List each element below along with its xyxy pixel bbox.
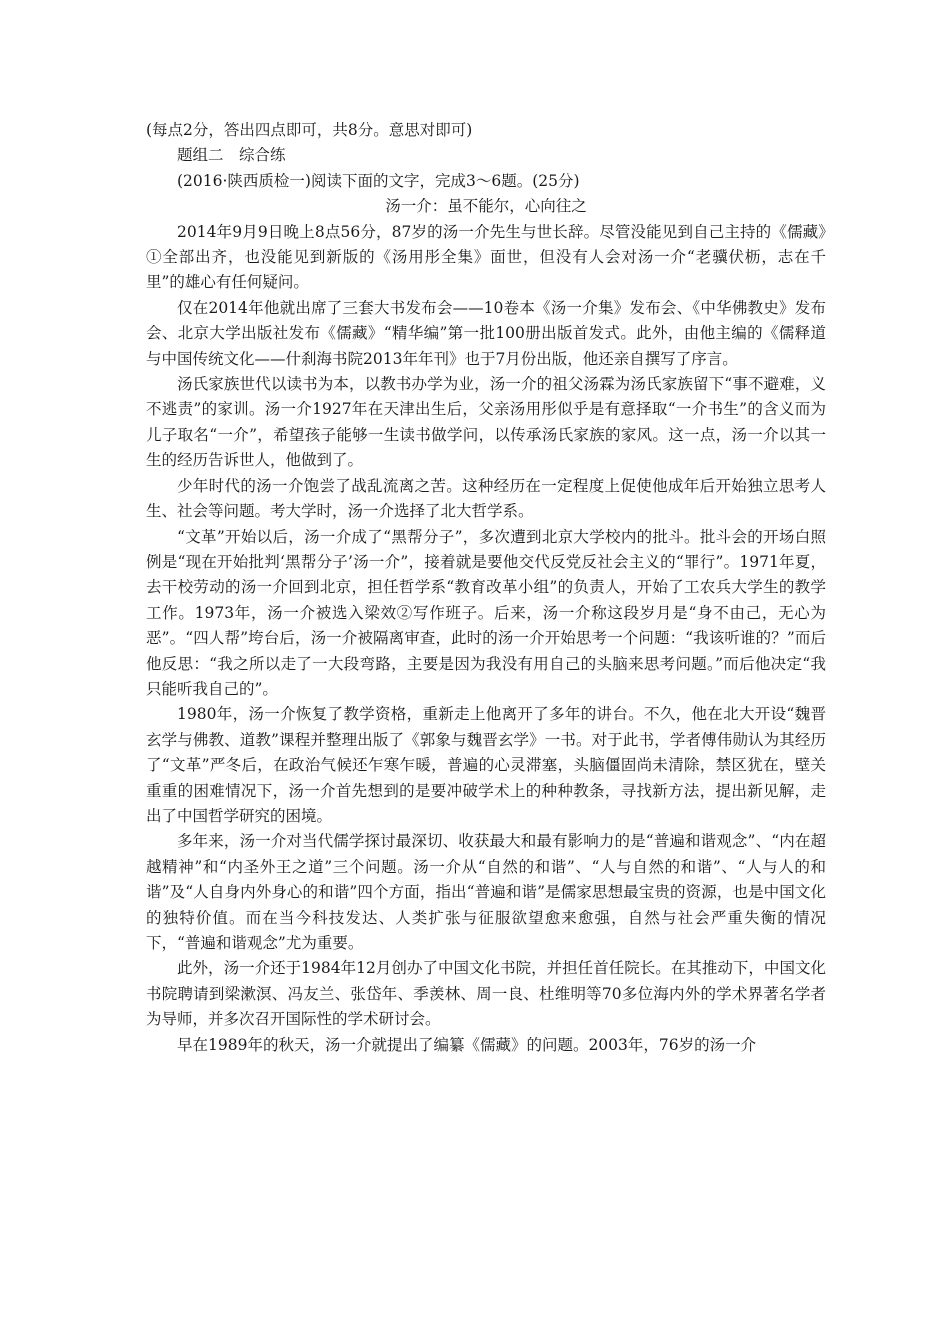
paragraph: 多年来，汤一介对当代儒学探讨最深切、收获最大和最有影响力的是“普遍和谐观念”、“内在超越精神”和“内圣外王之道”三个问题。汤一介从“自然的和谐”、“人与自然的和谐”、“人与人的和谐”及“人自身内外身心的和谐”四个方面，指出“普遍和谐”是儒家思想最宝贵的资源，也是中国文化的独特价值。而在当今科技发达、人类扩张与征服欲望愈来愈强，自然与社会严重失衡的情况下，“普遍和谐观念”尤为重要。 [146, 832, 826, 952]
question-instruction: (2016·陕西质检一)阅读下面的文字，完成3～6题。(25分) [177, 171, 580, 190]
paragraph: 2014年9月9日晚上8点56分，87岁的汤一介先生与世长辞。尽管没能见到自己主持的《儒藏》①全部出齐，也没能见到新版的《汤用彤全集》面世，但没有人会对汤一介“老骥伏枥，志在千里”的雄心有任何疑问。 [146, 222, 826, 292]
paragraph: 1980年，汤一介恢复了教学资格，重新走上他离开了多年的讲台。不久，他在北大开设“魏晋玄学与佛教、道教”课程并整理出版了《郭象与魏晋玄学》一书。对于此书，学者傅伟勋认为其经历了“文革”严冬后，在政治气候还乍寒乍暖，普遍的心灵滞塞，头脑僵固尚未清除，禁区犹在，壁关重重的困难情况下，汤一介首先想到的是要冲破学术上的种种教条，寻找新方法，提出新见解，走出了中国哲学研究的困境。 [146, 705, 826, 825]
paragraph: 此外，汤一介还于1984年12月创办了中国文化书院，并担任首任院长。在其推动下，中国文化书院聘请到梁漱溟、冯友兰、张岱年、季羡林、周一良、杜维明等70多位海内外的学术界著名学者为导师，并多次召开国际性的学术研讨会。 [146, 959, 826, 1029]
article-title: 汤一介：虽不能尔，心向往之 [385, 197, 587, 216]
paragraph: 仅在2014年他就出席了三套大书发布会——10卷本《汤一介集》发布会、《中华佛教史》发布会、北京大学出版社发布《儒藏》“精华编”第一批100册出版首发式。此外，由他主编的《儒释道与中国传统文化——什刹海书院2013年年刊》也于7月份出版，他还亲自撰写了序言。 [146, 298, 826, 368]
scoring-note: (每点2分，答出四点即可，共8分。意思对即可) [146, 121, 473, 139]
paragraph: 早在1989年的秋天，汤一介就提出了编纂《儒藏》的问题。2003年，76岁的汤一介 [177, 1035, 757, 1054]
paragraph: “文革”开始以后，汤一介成了“黑帮分子”，多次遭到北京大学校内的批斗。批斗会的开场白照例是“现在开始批判‘黑帮分子’汤一介”，接着就是要他交代反党反社会主义的“罪行”。1971年夏，去干校劳动的汤一介回到北京，担任哲学系“教育改革小组”的负责人，开始了工农兵大学生的教学工作。1973年，汤一介被选入梁效②写作班子。后来，汤一介称这段岁月是“身不由己，无心为恶”。“四人帮”垮台后，汤一介被隔离审查，此时的汤一介开始思考一个问题：“我该听谁的？”而后他反思：“我之所以走了一大段弯路，主要是因为我没有用自己的头脑来思考问题。”而后他决定“我只能听我自己的”。 [146, 527, 826, 698]
paragraph: 少年时代的汤一介饱尝了战乱流离之苦。这种经历在一定程度上促使他成年后开始独立思考人生、社会等问题。考大学时，汤一介选择了北大哲学系。 [146, 476, 826, 521]
document-page [146, 118, 826, 1058]
paragraph: 汤氏家族世代以读书为本，以教书办学为业，汤一介的祖父汤霖为汤氏家族留下“事不避难，义不逃责”的家训。汤一介1927年在天津出生后，父亲汤用彤似乎是有意择取“一介书生”的含义而为儿子取名“一介”，希望孩子能够一生读书做学问，以传承汤氏家族的家风。这一点，汤一介以其一生的经历告诉世人，他做到了。 [146, 375, 826, 470]
section-heading: 题组二 综合练 [177, 146, 286, 165]
